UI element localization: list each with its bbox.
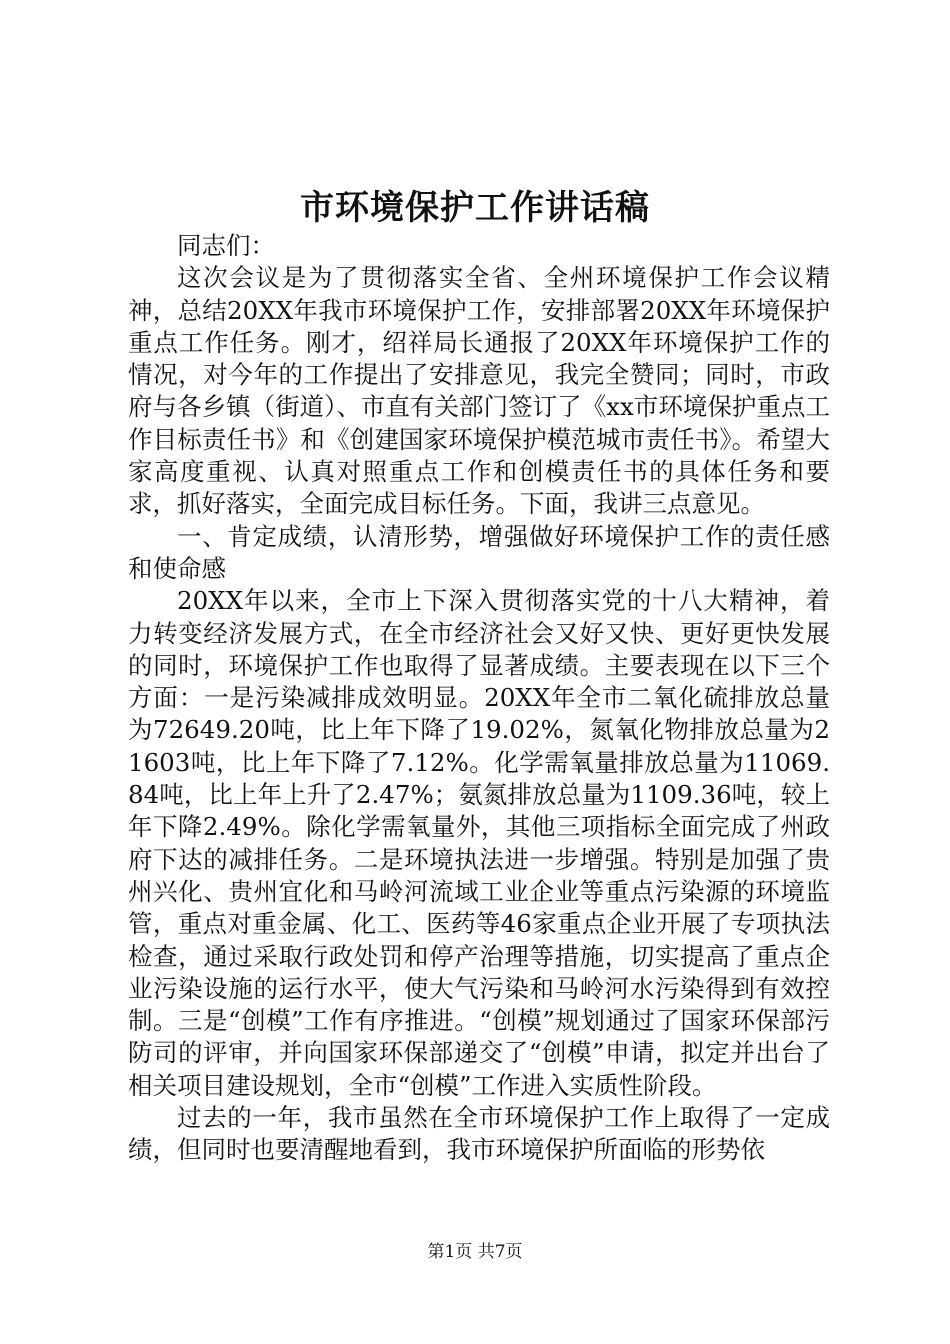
achievements-paragraph: 20XX年以来，全市上下深入贯彻落实党的十八大精神，着力转变经济发展方式，在全市经济社会又好又快、更好更快发展的同时，环境保护工作也取得了显著成绩。主要表现在以下三个方面：一是污染减排成效明显。20XX年全市二氧化硫排放总量为72649.20吨，比上年下降了19.02%，氮氧化物排放总量为21603吨，比上年下降了7.12%。化学需氧量排放总量为11069.84吨，比上年上升了2.47%；氨氮排放总量为1109.36吨，较上年下降2.49%。除化学需氧量外，其他三项指标全面完成了州政府下达的减排任务。二是环境执法进一步增强。特别是加强了贵州兴化、贵州宜化和马岭河流域工业企业等重点污染源的环境监管，重点对重金属、化工、医药等46家重点企业开展了专项执法检查，通过采取行政处罚和停产治理等措施，切实提高了重点企业污染设施的运行水平，使大气污染和马岭河水污染得到有效控制。三是“创模”工作有序推进。“创模”规划通过了国家环保部污防司的评审，并向国家环保部递交了“创模”申请，拟定并出台了相关项目建设规划，全市“创模”工作进入实质性阶段。: [128, 586, 830, 1100]
page-number-footer: 第1页 共7页: [427, 1242, 523, 1262]
document-title: 市环境保护工作讲话稿: [300, 188, 650, 228]
intro-paragraph: 这次会议是为了贯彻落实全省、全州环境保护工作会议精神，总结20XX年我市环境保护工作，安排部署20XX年环境保护重点工作任务。刚才，绍祥局长通报了20XX年环境保护工作的情况，对今年的工作提出了安排意见，我完全赞同；同时，市政府与各乡镇（街道）、市直有关部门签订了《xx市环境保护重点工作目标责任书》和《创建国家环境保护模范城市责任书》。希望大家高度重视、认真对照重点工作和创模责任书的具体任务和要求，抓好落实，全面完成目标任务。下面，我讲三点意见。: [128, 263, 830, 519]
situation-paragraph: 过去的一年，我市虽然在全市环境保护工作上取得了一定成绩，但同时也要清醒地看到，我市环境保护所面临的形势依: [128, 1103, 830, 1165]
salutation-paragraph: 同志们：: [177, 231, 275, 260]
document-body: [128, 230, 830, 1167]
section-heading-1: 一、肯定成绩，认清形势，增强做好环境保护工作的责任感和使命感: [128, 521, 830, 583]
